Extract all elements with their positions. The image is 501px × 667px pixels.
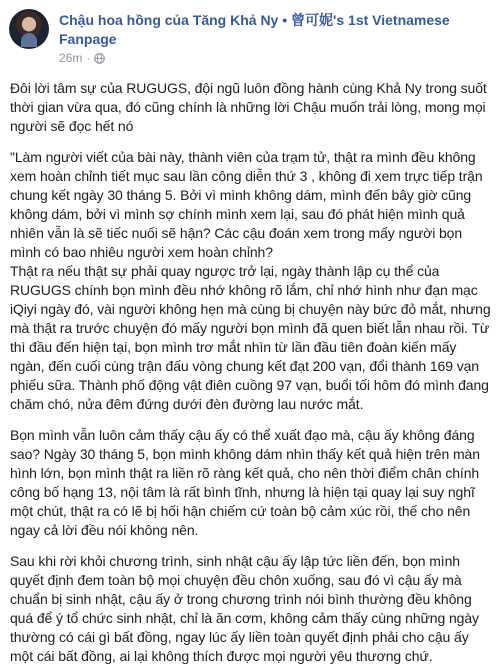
globe-icon[interactable] (94, 53, 105, 64)
post-header (8, 0, 493, 65)
post-paragraph: Đôi lời tâm sự của RUGUGS, đội ngũ luôn đồng hành cùng Khả Ny trong suốt thời gian vừa qua, đó cũng chính là những lời Chậu muốn trải lòng, mong mọi người sẽ đọc hết nó (10, 80, 487, 134)
post-paragraph: Thật ra nếu thật sự phải quay ngược trở lại, ngày thành lập cụ thể của RUGUGS chính bọn mình đều nhớ không rõ lắm, chỉ nhớ hình như đạn mạc iQiyi ngày đó, vài người không hẹn mà cùng bị chuyện này bức đỏ mắt, nhưng mà thật ra trước chuyện đó mấy người bọn mình đã quen biết lẫn nhau rồi. Từ thì đầu đến hiện tại, bọn mình trơ mắt nhìn từ lần đầu tiên đoàn kiến mấy ngàn, đến cuối cùng trận đấu vòng chung kết đạt 200 vạn, đổi thành 169 vạn phiếu sữa. Thành phố động vật điên cuồng 97 vạn, buổi tối hôm đó mình đang chăm chó, nửa đêm đứng dưới đèn đường lau nước mắt. (10, 263, 491, 412)
post-paragraph: Bọn mình vẫn luôn cảm thấy cậu ấy có thể xuất đạo mà, cậu ấy không đáng sao? Ngày 30 tháng 5, bọn mình không dám nhìn thấy kết quả hiện trên màn hình lớn, bọn mình thật ra liền rõ ràng kết quả, cho nên thời điểm chân chính công bố hạng 13, nội tâm là rất bình tĩnh, nhưng là hiện tại quay lại suy nghĩ một chút, thật ra có lẽ bị hối hận chiếm cứ toàn bộ cảm xúc rồi, thế cho nên ngay cả lời đều nói không nên. (10, 427, 480, 538)
page-name-link[interactable]: Chậu hoa hồng của Tăng Khả Ny • 曾可妮's 1st Vietnamese Fanpage (59, 12, 450, 47)
post-timestamp[interactable]: 26m (59, 51, 83, 65)
post-paragraph: Sau khi rời khỏi chương trình, sinh nhật cậu ấy lập tức liền đến, bọn mình quyết định đem toàn bộ mọi chuyện đều chôn xuống, sau đó vì cậu ấy mà chuẩn bị sinh nhật, cậu ấy ở trong chương trình nói bình thường đều không quá để ý tổ chức sinh nhật, chỉ là ăn cơm, không cảm thấy cùng những ngày thường có cái gì bất đồng, ngay lúc ấy liền toàn quyết định phải cho cậu ấy một cái bất đồng, ai lại không thích được mọi người yêu thương chứ. (10, 553, 479, 664)
post-meta (59, 51, 493, 65)
page-avatar[interactable] (9, 9, 49, 49)
meta-separator: · (86, 51, 91, 65)
post-header-text (59, 7, 493, 65)
post-body (8, 79, 493, 666)
post-paragraph: "Làm người viết của bài này, thành viên của trạm tử, thật ra mình đều không xem hoàn chỉnh tiết mục sau lần công diễn thứ 3 , không đi xem trực tiếp trận chung kết ngày 30 tháng 5. Bởi vì mình không dám, mình đến bây giờ cũng không dám, bởi vì mình sợ chính mình xem lại, sau đó phát hiện mình quả nhiên vẫn là sẽ tiếc nuối sẽ hận? Các cậu đoán xem trong mấy người bọn mình có bao nhiêu người xem hoàn chỉnh? (10, 149, 483, 260)
